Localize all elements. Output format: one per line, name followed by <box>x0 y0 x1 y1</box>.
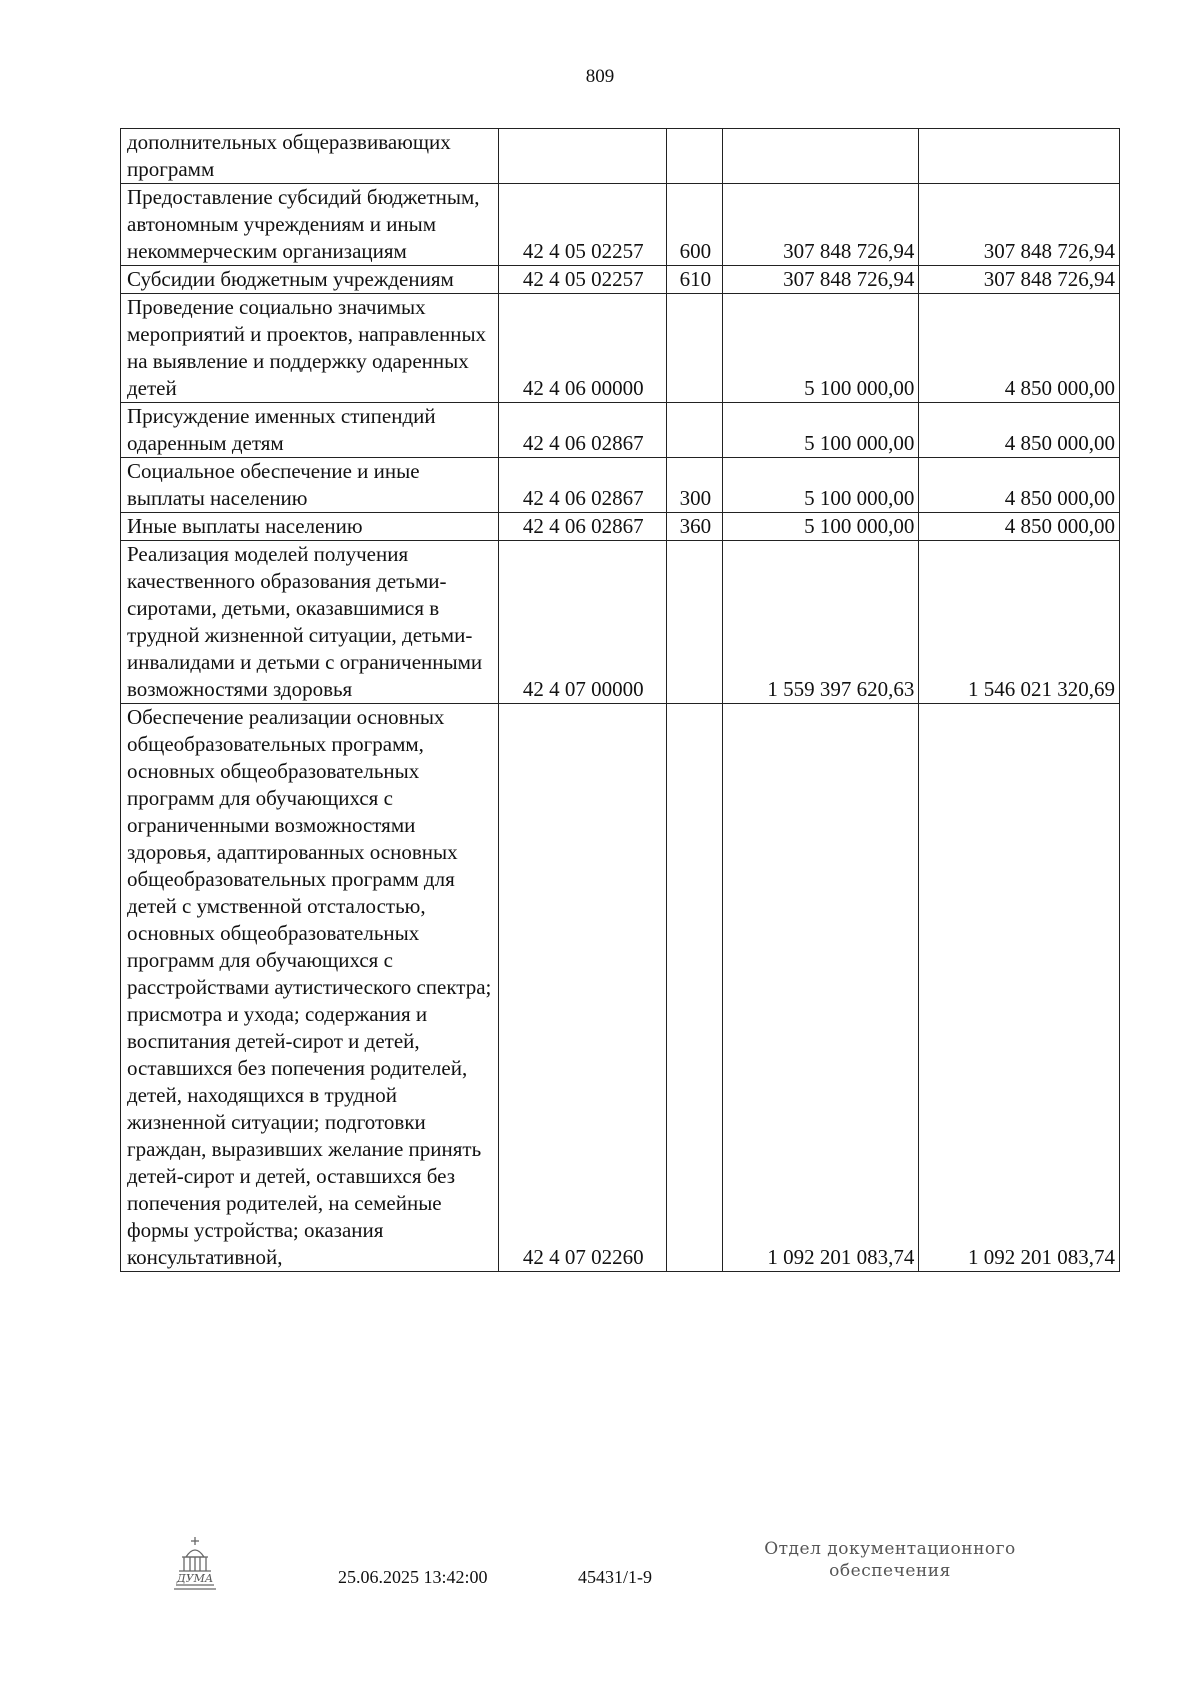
row-vr-cell <box>666 541 722 704</box>
row-name-cell: дополнительных общеразвивающих программ <box>121 129 499 184</box>
row-name-cell: Обеспечение реализации основных общеобразовательных программ, основных общеобразовательных программ для обучающихся с ограниченными возможностями здоровья, адаптированных основных общеобразовательных программ для детей с умственной отсталостью, основных общеобразовательных программ для обучающихся с расстройствами аутистического спектра; присмотра и ухода; содержания и воспитания детей-сирот и детей, оставшихся без попечения родителей, детей, находящихся в трудной жизненной ситуации; подготовки граждан, выразивших желание принять детей-сирот и детей, оставшихся без попечения родителей, на семейные формы устройства; оказания консультативной, <box>121 704 499 1272</box>
row-vr-cell <box>666 704 722 1272</box>
row-name-cell: Реализация моделей получения качественного образования детьми-сиротами, детьми, оказавшимися в трудной жизненной ситуации, детьми-инвалидами и детьми с ограниченными возможностями здоровья <box>121 541 499 704</box>
footer-date: 25.06.2025 13:42:00 <box>338 1567 488 1587</box>
row-amount1-cell: 307 848 726,94 <box>722 266 918 294</box>
stamp-line-2: обеспечения <box>829 1561 951 1581</box>
row-name-cell: Социальное обеспечение и иные выплаты населению <box>121 458 499 513</box>
row-name-cell: Предоставление субсидий бюджетным, автономным учреждениям и иным некоммерческим организациям <box>121 184 499 266</box>
row-amount2-cell: 307 848 726,94 <box>919 184 1120 266</box>
row-amount2-cell <box>919 129 1120 184</box>
row-name-cell: Присуждение именных стипендий одаренным детям <box>121 403 499 458</box>
table-row <box>121 704 1120 1272</box>
row-name-cell: Иные выплаты населению <box>121 513 499 541</box>
row-code-cell: 42 4 06 02867 <box>498 458 666 513</box>
table-row <box>121 541 1120 704</box>
row-code-cell: 42 4 07 02260 <box>498 704 666 1272</box>
row-amount1-cell: 5 100 000,00 <box>722 294 918 403</box>
row-amount2-cell: 4 850 000,00 <box>919 458 1120 513</box>
footer-doc-number: 45431/1-9 <box>578 1567 652 1587</box>
row-amount2-cell: 4 850 000,00 <box>919 403 1120 458</box>
row-amount1-cell <box>722 129 918 184</box>
row-amount1-cell: 5 100 000,00 <box>722 403 918 458</box>
row-code-cell: 42 4 06 00000 <box>498 294 666 403</box>
row-vr-cell: 610 <box>666 266 722 294</box>
row-amount2-cell: 1 546 021 320,69 <box>919 541 1120 704</box>
row-amount2-cell: 4 850 000,00 <box>919 294 1120 403</box>
page-number: 809 <box>585 66 615 87</box>
row-amount2-cell: 1 092 201 083,74 <box>919 704 1120 1272</box>
row-vr-cell: 600 <box>666 184 722 266</box>
table-row <box>121 458 1120 513</box>
row-vr-cell: 300 <box>666 458 722 513</box>
logo-text: ДУМА <box>176 1572 214 1585</box>
table-row <box>121 513 1120 541</box>
budget-table-body <box>121 129 1120 1272</box>
row-code-cell: 42 4 06 02867 <box>498 403 666 458</box>
table-row <box>121 129 1120 184</box>
row-amount2-cell: 307 848 726,94 <box>919 266 1120 294</box>
row-amount1-cell: 1 092 201 083,74 <box>722 704 918 1272</box>
row-amount1-cell: 5 100 000,00 <box>722 458 918 513</box>
row-amount1-cell: 1 559 397 620,63 <box>722 541 918 704</box>
row-vr-cell <box>666 403 722 458</box>
table-row <box>121 184 1120 266</box>
row-code-cell: 42 4 05 02257 <box>498 266 666 294</box>
row-vr-cell <box>666 129 722 184</box>
duma-logo <box>170 1535 220 1591</box>
row-vr-cell: 360 <box>666 513 722 541</box>
row-amount2-cell: 4 850 000,00 <box>919 513 1120 541</box>
row-code-cell <box>498 129 666 184</box>
table-row <box>121 294 1120 403</box>
row-code-cell: 42 4 05 02257 <box>498 184 666 266</box>
table-row <box>121 403 1120 458</box>
department-stamp <box>740 1538 1040 1582</box>
stamp-line-1: Отдел документационного <box>764 1539 1016 1559</box>
row-name-cell: Проведение социально значимых мероприятий и проектов, направленных на выявление и поддержку одаренных детей <box>121 294 499 403</box>
row-name-cell: Субсидии бюджетным учреждениям <box>121 266 499 294</box>
duma-building-emblem-icon <box>170 1535 220 1591</box>
row-amount1-cell: 307 848 726,94 <box>722 184 918 266</box>
row-vr-cell <box>666 294 722 403</box>
budget-table <box>120 128 1120 1272</box>
table-row <box>121 266 1120 294</box>
row-amount1-cell: 5 100 000,00 <box>722 513 918 541</box>
row-code-cell: 42 4 07 00000 <box>498 541 666 704</box>
row-code-cell: 42 4 06 02867 <box>498 513 666 541</box>
